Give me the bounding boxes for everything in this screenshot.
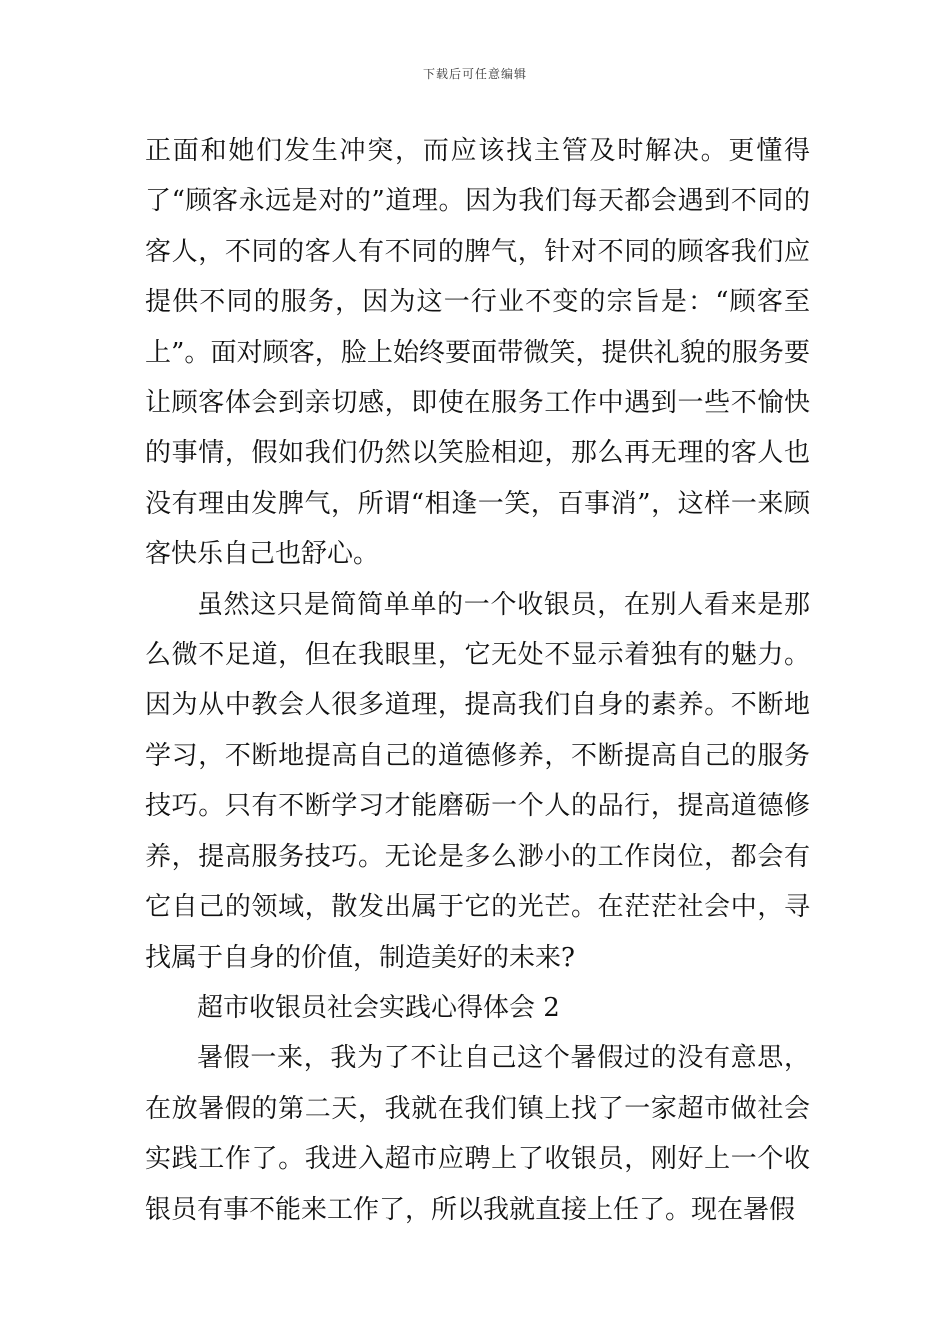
paragraph-1: 正面和她们发生冲突，而应该找主管及时解决。更懂得了“顾客永远是对的”道理。因为我们每天都会遇到不同的客人，不同的客人有不同的脾气，针对不同的顾客我们应提供不同的服务，因为这一行业不变的宗旨是：“顾客至上”。面对顾客，脸上始终要面带微笑，提供礼貌的服务要让顾客体会到亲切感，即使在服务工作中遇到一些不愉快的事情，假如我们仍然以笑脸相迎，那么再无理的客人也没有理由发脾气，所谓“相逢一笑，百事消”，这样一来顾客快乐自己也舒心。 bbox=[145, 136, 810, 570]
paragraph-3: 暑假一来，我为了不让自己这个暑假过的没有意思，在放暑假的第二天，我就在我们镇上找了一家超市做社会实践工作了。我进入超市应聘上了收银员，刚好上一个收银员有事不能来工作了，所以我就直接上任了。现在暑假 bbox=[145, 1043, 810, 1225]
section-heading: 超市收银员社会实践心得体会 2 bbox=[197, 992, 560, 1023]
page-header: 下载后可任意编辑 bbox=[422, 67, 527, 81]
paragraph-2: 虽然这只是简简单单的一个收银员，在别人看来是那么微不足道，但在我眼里，它无处不显示着独有的魅力。因为从中教会人很多道理，提高我们自身的素养。不断地学习，不断地提高自己的道德修养，不断提高自己的服务技巧。只有不断学习才能磨砺一个人的品行，提高道德修养，提高服务技巧。无论是多么渺小的工作岗位，都会有它自己的领域，散发出属于它的光芒。在茫茫社会中，寻找属于自身的价值，制造美好的未来? bbox=[145, 589, 810, 973]
document-body bbox=[145, 126, 810, 1235]
